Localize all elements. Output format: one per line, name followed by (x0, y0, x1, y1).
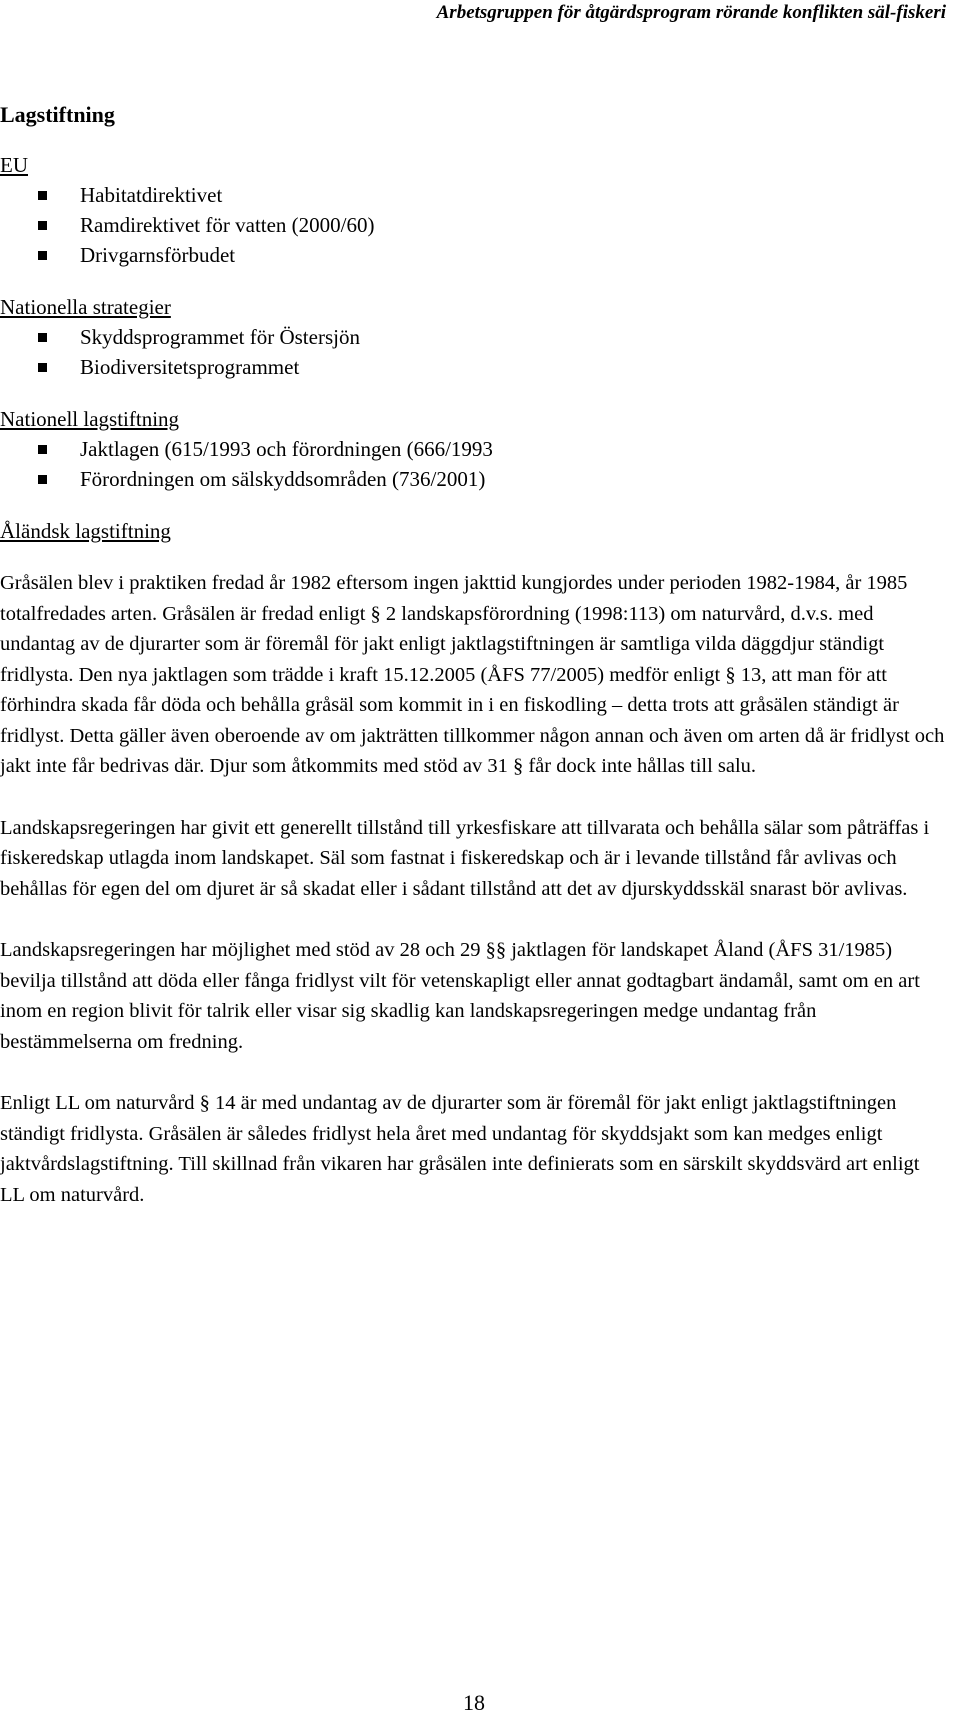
list-item (0, 240, 948, 270)
list-item (0, 434, 948, 464)
legislation-group-eu (0, 150, 948, 270)
square-bullet-icon (38, 363, 47, 372)
bullet-list (0, 434, 948, 494)
section-title: Lagstiftning (0, 102, 115, 127)
square-bullet-icon (38, 475, 47, 484)
list-item (0, 352, 948, 382)
list-item-text: Förordningen om sälskyddsområden (736/2001) (80, 467, 486, 491)
square-bullet-icon (38, 251, 47, 260)
group-heading: Nationell lagstiftning (0, 407, 180, 431)
body-paragraph: Landskapsregeringen har möjlighet med stöd av 28 och 29 §§ jaktlagen för landskapet Åland (ÅFS 31/1985) bevilja tillstånd att döda eller fånga fridlyst vilt för vetenskapligt eller annat godtagbart ändamål, samt om en art inom en region blivit för talrik eller visar sig skadlig kan landskapsregeringen medge undantag från bestämmelserna om fredning. (0, 939, 920, 1053)
square-bullet-icon (38, 191, 47, 200)
list-item-text: Ramdirektivet för vatten (2000/60) (80, 213, 375, 237)
square-bullet-icon (38, 445, 47, 454)
legislation-group-national-law (0, 404, 948, 494)
legislation-group-national-strategies (0, 292, 948, 382)
body-paragraph: Enligt LL om naturvård § 14 är med undantag av de djurarter som är föremål för jakt enligt jaktlagstiftningen ständigt fridlysta. Gråsälen är således fridlyst hela året med undantag för skyddsjakt som kan medges enligt jaktvårdslagstiftning. Till skillnad från vikaren har gråsälen inte definierats som en särskilt skyddsvärd art enligt LL om naturvård. (0, 1092, 920, 1206)
square-bullet-icon (38, 221, 47, 230)
list-item (0, 464, 948, 494)
bullet-list (0, 180, 948, 270)
list-item-text: Biodiversitetsprogrammet (80, 355, 300, 379)
list-item-text: Jaktlagen (615/1993 och förordningen (666/1993 (80, 437, 493, 461)
square-bullet-icon (38, 333, 47, 342)
body-paragraph: Landskapsregeringen har givit ett generellt tillstånd till yrkesfiskare att tillvarata och behålla sälar som påträffas i fiskeredskap utlagda inom landskapet. Säl som fastnat i fiskeredskap och är i levande tillstånd får avlivas och behållas för egen del om djuret är så skadat eller i sådant tillstånd att det av djurskyddsskäl snarast bör avlivas. (0, 816, 930, 900)
group-heading: EU (0, 153, 28, 177)
page-number: 18 (463, 1690, 485, 1715)
group-heading: Åländsk lagstiftning (0, 519, 171, 543)
legislation-group-aland (0, 516, 948, 546)
body-paragraph: Gråsälen blev i praktiken fredad år 1982 eftersom ingen jakttid kungjordes under perioden 1982-1984, år 1985 totalfredades arten. Gråsälen är fredad enligt § 2 landskapsförordning (1998:113) om naturvård, d.v.s. med undantag av de djurarter som är föremål för jakt enligt jaktlagstiftningen är samtliga vilda däggdjur ständigt fridlysta. Den nya jaktlagen som trädde i kraft 15.12.2005 (ÅFS 77/2005) medför enligt § 13, att man för att förhindra skada får döda och behålla gråsäl som kommit in i en fiskodling – detta trots att gråsälen ständigt är fridlyst. Detta gäller även oberoende av om jakträtten tillkommer någon annan och även om arten då är fridlyst och jakt inte får bedrivas där. Djur som åtkommits med stöd av 31 § får dock inte hållas till salu. (0, 572, 945, 777)
document-body (0, 100, 948, 1241)
list-item (0, 180, 948, 210)
group-heading: Nationella strategier (0, 295, 171, 319)
running-header: Arbetsgruppen för åtgärdsprogram rörande konflikten säl-fiskeri (436, 2, 946, 23)
list-item (0, 322, 948, 352)
bullet-list (0, 322, 948, 382)
list-item-text: Skyddsprogrammet för Östersjön (80, 325, 360, 349)
list-item-text: Habitatdirektivet (80, 183, 223, 207)
list-item-text: Drivgarnsförbudet (80, 243, 236, 267)
list-item (0, 210, 948, 240)
